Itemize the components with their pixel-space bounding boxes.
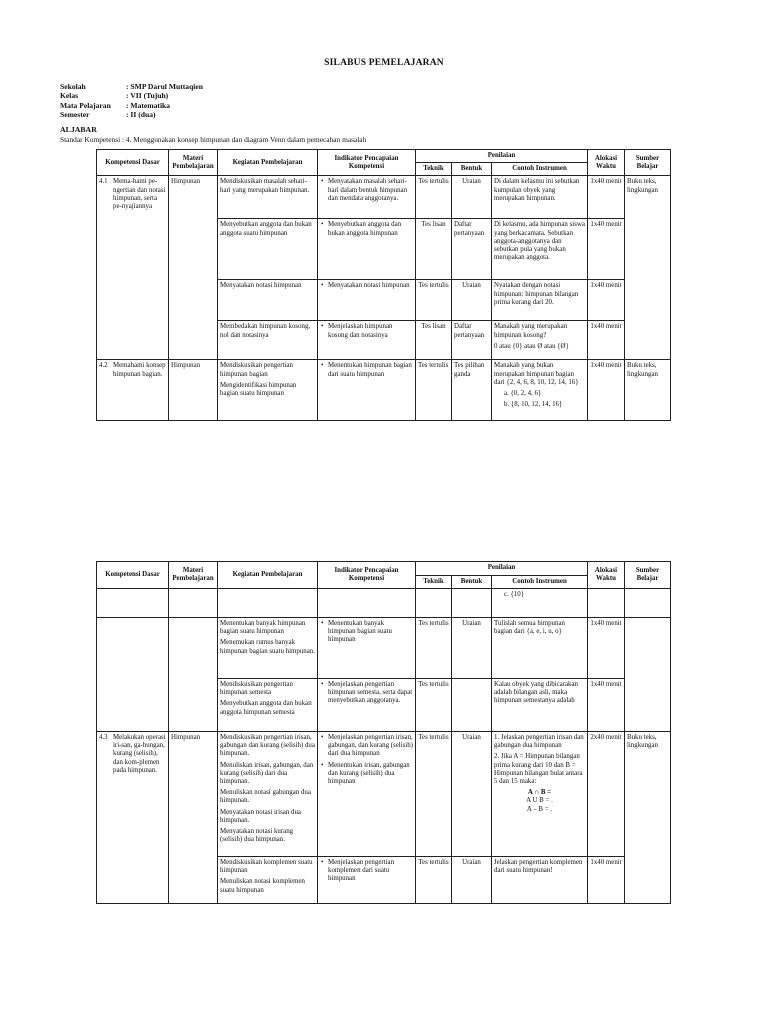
teknik-cell: Tes tertulis (416, 732, 452, 857)
indikator-item: • Menjelaskan pengertian himpunan semesta, serta dapat menyebutkan anggotanya. (328, 681, 413, 706)
info-value: : VII (Tujuh) (126, 91, 169, 101)
indikator-item: • Menyatakan notasi himpunan (328, 282, 413, 290)
header-row (97, 150, 671, 163)
kegiatan-cell (218, 732, 318, 857)
indikator-cell (318, 618, 416, 679)
kegiatan-cell (218, 360, 318, 421)
info-label: Kelas (60, 91, 79, 101)
indikator-item: • Menentukan himpunan bagian dari suatu himpunan (328, 362, 413, 378)
info-row-mapel (60, 101, 203, 110)
col-header-bentuk: Bentuk (452, 163, 492, 176)
indikator-cell (318, 857, 416, 904)
kegiatan-cell (218, 280, 318, 321)
kegiatan-text: Mengidentifikasi himpunan bagian suatu himpunan (220, 381, 297, 398)
alokasi-cell: 1x40 menit (588, 360, 625, 421)
teknik-cell: Tes lisan (416, 219, 452, 280)
contoh-formula: A ∩ B = (527, 789, 552, 797)
col-header-contoh: Contoh Instrumen (492, 575, 588, 589)
contoh-option: a. {0, 2, 4, 6} (504, 390, 542, 398)
col-header-penilaian: Penilaian (416, 150, 588, 163)
col-header-materi: Materi Pembelajaran (169, 150, 218, 176)
bentuk-cell: Daftar pertanyaan (452, 321, 492, 360)
col-header-indikator: Indikator Pencapaian Kompetensi (318, 150, 416, 176)
teknik-cell: Tes tertulis (416, 857, 452, 904)
materi-cell: Himpunan (169, 176, 218, 360)
contoh-cell: Nyatakan dengan notasi himpunan: himpunan bilangan prima kurang dari 20. (492, 280, 588, 321)
kegiatan-text: Menyatakan notasi irisan dua himpunan. (220, 808, 301, 824)
info-value: : II (dua) (126, 110, 156, 120)
contoh-formula: A U B = . (526, 797, 553, 805)
header-row (97, 562, 671, 576)
col-header-sumber: Sumber Belajar (625, 150, 671, 176)
indikator-item: • Menjelaskan himpunan kosong dan notasinya (328, 323, 413, 339)
kegiatan-cell (218, 857, 318, 904)
bentuk-cell: Uraian (452, 857, 492, 904)
info-label: Mata Pelajaran (60, 100, 111, 110)
kegiatan-cell (218, 321, 318, 360)
alokasi-cell (588, 589, 625, 618)
kegiatan-text: Menyatakan notasi kurang (selisih) dua himpunan. (220, 828, 294, 844)
contoh-cell (492, 321, 588, 360)
kd-cell (97, 732, 169, 904)
bentuk-cell: Uraian (452, 176, 492, 219)
bentuk-cell: Uraian (452, 732, 492, 857)
alokasi-cell: 1x40 menit (588, 176, 625, 219)
bentuk-cell: Tes pilihan ganda (452, 360, 492, 421)
kd-text: Mema-hami pe-ngertian dan notasi himpunan, serta pe-nyajiannya (113, 178, 166, 211)
contoh-option: b. {8, 10, 12, 14, 16} (504, 401, 563, 409)
kegiatan-text: Menentukan banyak himpunan bagian suatu himpunan (220, 620, 306, 636)
col-header-alokasi: Alokasi Waktu (588, 150, 625, 176)
teknik-cell: Tes tertulis (416, 176, 452, 219)
kegiatan-text: Menyatakan notasi himpunan (220, 282, 302, 290)
table-row (97, 589, 671, 618)
indikator-item: • Menyatakan masalah sehari- hari dalam bentuk himpunan dan mendata anggotanya. (328, 178, 413, 203)
indikator-item: • Menjelaskan pengertian irisan, gabungan, dan kurang (selisih) dari dua himpunan (328, 734, 413, 759)
kegiatan-text: Mendiskusikan pengertian himpunan bagian (220, 362, 293, 378)
identity-block (60, 82, 203, 120)
col-header-materi: Materi Pembelajaran (169, 562, 218, 589)
materi-cell: Himpunan (169, 360, 218, 421)
page-title: SILABUS PEMELAJARAN (324, 58, 444, 68)
info-value: : SMP Darul Muttaqien (126, 82, 203, 91)
alokasi-cell: 2x40 menit (588, 732, 625, 857)
contoh-cell: Kalau obyek yang dibicarakan adalah bilangan asli, maka himpunan semestanya adalah (492, 679, 588, 732)
indikator-item: • Menentukan irisan, gabungan dan kurang (selisih) dua himpunan (328, 762, 413, 787)
col-header-contoh: Contoh Instrumen (492, 163, 588, 176)
table-row (97, 618, 671, 679)
kegiatan-text: Mendiskusikan pengertian himpunan semesta (220, 681, 293, 697)
kegiatan-text: Menyebutkan anggota dan bukan anggota himpunan semesta (220, 700, 312, 716)
bentuk-cell (452, 589, 492, 618)
teknik-cell (416, 589, 452, 618)
bentuk-cell: Uraian (452, 280, 492, 321)
table-row (97, 176, 671, 219)
table-row (97, 732, 671, 857)
contoh-cell: Tulislah semua himpunan bagian dari {a, e, i, u, o} (492, 618, 588, 679)
info-row-semester (60, 110, 203, 119)
indikator-cell (318, 732, 416, 857)
contoh-cell: Jelaskan pengertian komplemen dari suatu himpunan! (492, 857, 588, 904)
contoh-option: c. {10} (504, 591, 525, 598)
col-header-teknik: Teknik (416, 163, 452, 176)
teknik-cell: Tes tertulis (416, 618, 452, 679)
kegiatan-text: Menuliskan notasi komplemen suatu himpunan (220, 878, 305, 894)
kd-cell (97, 360, 169, 421)
kegiatan-text: Membedakan himpunan kosong, nol dan notasinya (220, 323, 311, 339)
alokasi-cell: 1x40 menit (588, 618, 625, 679)
kegiatan-text: Mendiskusikan pengertian irisan, gabungan dan kurang (selisih) dua himpunan. (220, 734, 315, 758)
kd-cell (97, 589, 169, 618)
info-value: : Matematika (126, 100, 171, 110)
contoh-cell (492, 360, 588, 421)
col-header-penilaian: Penilaian (416, 562, 588, 576)
materi-cell: Himpunan (169, 732, 218, 904)
kegiatan-cell (218, 176, 318, 219)
alokasi-cell: 1x40 menit (588, 679, 625, 732)
sumber-cell: Buku teks, lingkungan (625, 176, 671, 360)
contoh-line: Manakah yang merupakan himpunan kosong? (494, 323, 568, 339)
alokasi-cell: 1x40 menit (588, 280, 625, 321)
section-heading: ALJABAR (60, 125, 97, 134)
sumber-cell (625, 589, 671, 618)
contoh-line: 2. Jika A = Himpunan bilangan prima kurang dari 10 dan B = Himpunan bilangan bulat antara 5 dan 15 maka: (494, 753, 583, 786)
indikator-item: • Menyebutkan anggota dan bukan anggota himpunan (328, 221, 413, 237)
contoh-cell: Di dalam kelasmu ini sebutkan kumpulan obyek yang merupakan himpunan. (492, 176, 588, 219)
contoh-formula: A – B = . (526, 805, 553, 813)
table-row (97, 360, 671, 421)
col-header-kegiatan: Kegiatan Pembelajaran (218, 562, 318, 589)
alokasi-cell: 1x40 menit (588, 321, 625, 360)
sumber-cell: Buku teks, lingkungan (625, 732, 671, 904)
kd-text: Melakukan operasi iri-san, ga-bungan, kurang (selisih), dan kom-plemen pada himpunan. (113, 734, 166, 774)
col-header-kd: Kompetensi Dasar (97, 150, 169, 176)
contoh-line: 1. Jelaskan pengertian irisan dan gabungan dua himpunan (494, 734, 584, 750)
alokasi-cell: 1x40 menit (588, 857, 625, 904)
kegiatan-text: Menuliskan irisan, gabungan, dan kurang (selisih) dari dua himpunan. (220, 761, 314, 786)
info-row-sekolah (60, 82, 203, 91)
teknik-cell: Tes tertulis (416, 679, 452, 732)
col-header-sumber: Sumber Belajar (625, 562, 671, 589)
contoh-cell (492, 589, 588, 618)
syllabus-table-1 (96, 149, 671, 421)
materi-cell (169, 589, 218, 618)
kegiatan-text: Mendiskusikan masalah sehari-hari yang merupakan himpunan. (220, 178, 310, 194)
kd-number: 4.2 (99, 362, 108, 370)
sumber-cell (625, 618, 671, 732)
col-header-kd: Kompetensi Dasar (97, 562, 169, 589)
teknik-cell: Tes lisan (416, 321, 452, 360)
col-header-bentuk: Bentuk (452, 575, 492, 589)
alokasi-cell: 1x40 menit (588, 219, 625, 280)
indikator-cell (318, 219, 416, 280)
bentuk-cell (452, 679, 492, 732)
col-header-teknik: Teknik (416, 575, 452, 589)
kegiatan-text: Menemukan rumus banyak himpunan bagian suatu himpunan. (220, 639, 315, 655)
kd-text: Memahami konsep himpunan bagian. (113, 362, 166, 378)
indikator-item: • Menjelaskan pengertian komplemen dari suatu himpunan (328, 859, 413, 884)
kegiatan-cell (218, 219, 318, 280)
standar-kompetensi: Standar Kompetensi : 4. Menggunakan konsep himpunan dan diagram Venn dalam pemecahan masalah (60, 135, 367, 144)
indikator-cell (318, 176, 416, 219)
indikator-cell (318, 280, 416, 321)
indikator-cell (318, 321, 416, 360)
sumber-cell: Buku teks, lingkungan (625, 360, 671, 421)
bentuk-cell: Uraian (452, 618, 492, 679)
contoh-line: Manakah yang bukan merupakan himpunan bagian dari {2, 4, 6, 8, 10, 12, 14, 16} (494, 362, 579, 386)
kd-number: 4.3 (99, 734, 108, 741)
info-row-kelas (60, 91, 203, 100)
kd-number: 4.1 (99, 178, 108, 186)
kegiatan-cell (218, 589, 318, 618)
teknik-cell: Tes tertulis (416, 360, 452, 421)
kd-cell (97, 176, 169, 360)
info-label: Semester (60, 110, 90, 120)
col-header-kegiatan: Kegiatan Pembelajaran (218, 150, 318, 176)
bentuk-cell: Daftar pertanyaan (452, 219, 492, 280)
kegiatan-cell (218, 679, 318, 732)
col-header-alokasi: Alokasi Waktu (588, 562, 625, 589)
contoh-cell (492, 732, 588, 857)
contoh-cell: Di kelasmu, ada himpunan siswa yang berkacamata. Sebutkan anggota-anggotanya dan sebutkan pula yang bukan merupakan anggota. (492, 219, 588, 280)
contoh-line: 0 atau {0} atau Ø atau {Ø} (494, 342, 569, 350)
kegiatan-text: Mendiskusikan komplemen suatu himpunan (220, 859, 313, 875)
teknik-cell: Tes tertulis (416, 280, 452, 321)
kd-cell (97, 618, 169, 732)
indikator-cell (318, 360, 416, 421)
indikator-cell (318, 679, 416, 732)
syllabus-table-2 (96, 561, 671, 904)
kegiatan-text: Menyebutkan anggota dan bukan anggota suatu himpunan (220, 221, 312, 237)
kegiatan-text: Menuliskan notasi gabungan dua himpunan. (220, 789, 311, 805)
info-label: Sekolah (60, 82, 86, 91)
indikator-cell (318, 589, 416, 618)
kegiatan-cell (218, 618, 318, 679)
col-header-indikator: Indikator Pencapaian Kompetensi (318, 562, 416, 589)
indikator-item: • Menentukan banyak himpunan bagian suatu himpunan (328, 620, 413, 645)
materi-cell (169, 618, 218, 732)
